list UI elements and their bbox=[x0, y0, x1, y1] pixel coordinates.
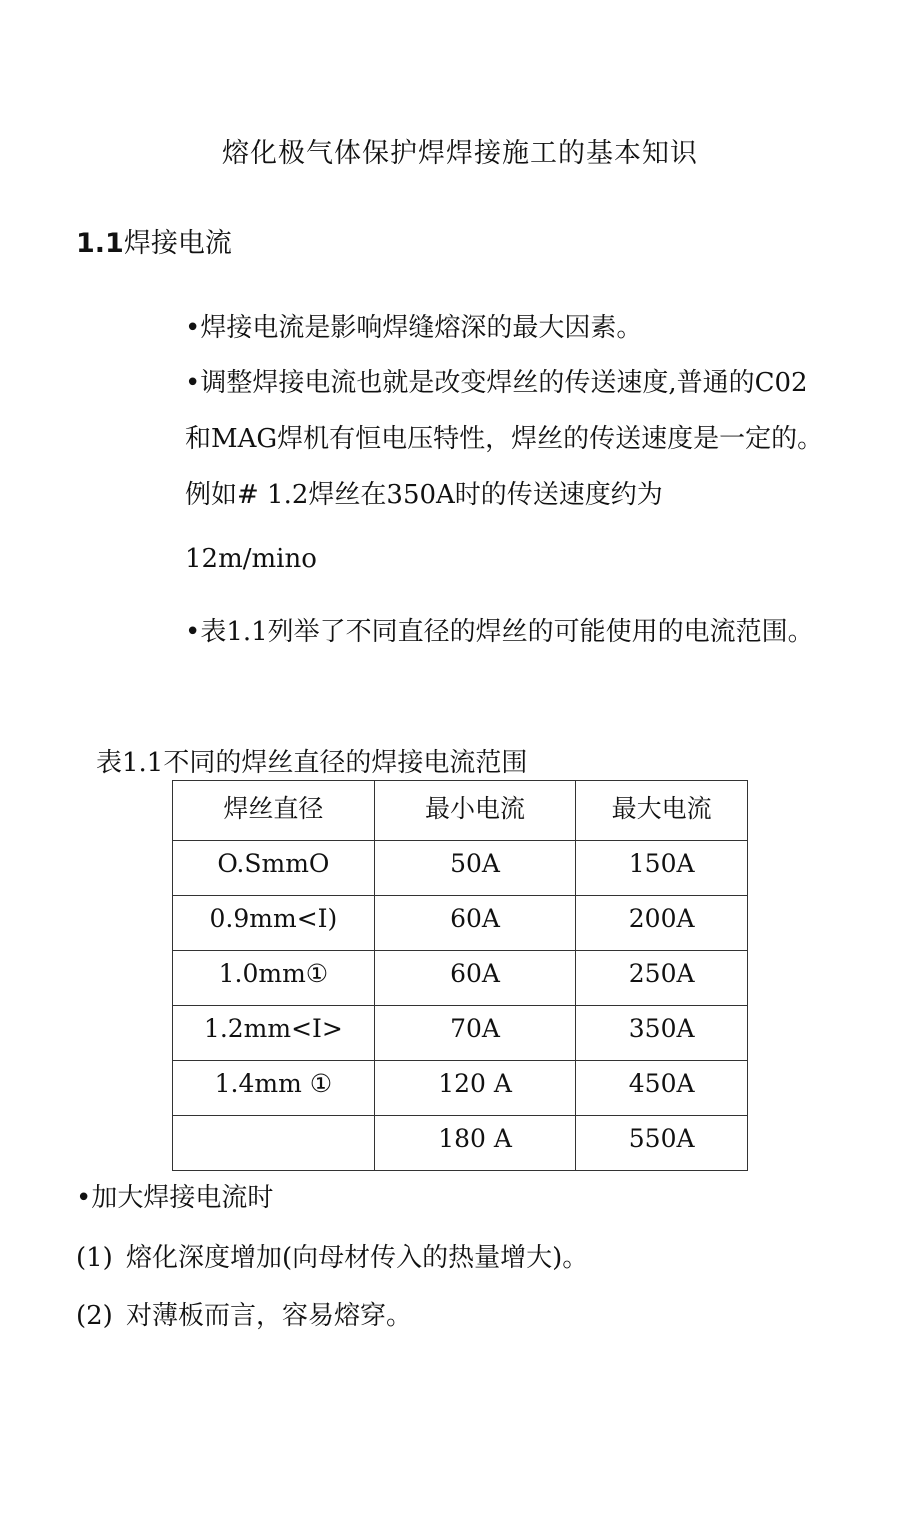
cell-min-current: 60A bbox=[374, 896, 576, 951]
table-caption: 表1.1不同的焊丝直径的焊接电流范围 bbox=[96, 748, 528, 778]
cell-diameter: O.SmmO bbox=[173, 841, 375, 896]
header-min-current: 最小电流 bbox=[374, 781, 576, 841]
table-row bbox=[173, 841, 748, 896]
cell-diameter: 1.0mm① bbox=[173, 951, 375, 1006]
cell-diameter: 1.2mm<I> bbox=[173, 1006, 375, 1061]
table-row bbox=[173, 1061, 748, 1116]
section-number: 1.1 bbox=[76, 228, 124, 259]
document-title: 熔化极气体保护焊焊接施工的基本知识 bbox=[222, 138, 698, 169]
cell-min-current: 50A bbox=[374, 841, 576, 896]
table-header-row bbox=[173, 781, 748, 841]
paragraph-3: •表1.1列举了不同直径的焊丝的可能使用的电流范围。 bbox=[185, 617, 814, 647]
cell-diameter: 1.4mm ① bbox=[173, 1061, 375, 1116]
cell-max-current: 550A bbox=[576, 1116, 748, 1171]
cell-max-current: 250A bbox=[576, 951, 748, 1006]
cell-min-current: 70A bbox=[374, 1006, 576, 1061]
cell-diameter bbox=[173, 1116, 375, 1171]
paragraph-2 bbox=[185, 355, 825, 587]
paragraph-2-body: •调整焊接电流也就是改变焊丝的传送速度,普通的C02和MAG焊机有恒电压特性，焊丝的传送速度是一定的。例如# 1.2焊丝在350A时的传送速度约为 bbox=[185, 368, 824, 510]
list-item-index: (2) bbox=[76, 1301, 113, 1331]
cell-min-current: 60A bbox=[374, 951, 576, 1006]
table-row bbox=[173, 1116, 748, 1171]
list-item-text: 熔化深度增加(向母材传入的热量增大)。 bbox=[126, 1243, 589, 1273]
section-heading bbox=[76, 226, 232, 262]
section-heading-text: 焊接电流 bbox=[123, 228, 232, 259]
current-range-table bbox=[172, 780, 748, 1171]
header-max-current: 最大电流 bbox=[576, 781, 748, 841]
table-row bbox=[173, 951, 748, 1006]
cell-max-current: 150A bbox=[576, 841, 748, 896]
paragraph-2-tail: 12m/mino bbox=[185, 544, 317, 574]
list-item bbox=[76, 1238, 588, 1278]
table-row bbox=[173, 896, 748, 951]
cell-max-current: 450A bbox=[576, 1061, 748, 1116]
paragraph-1: •焊接电流是影响焊缝熔深的最大因素。 bbox=[185, 313, 643, 343]
cell-diameter: 0.9mm<I) bbox=[173, 896, 375, 951]
cell-max-current: 200A bbox=[576, 896, 748, 951]
header-wire-diameter: 焊丝直径 bbox=[173, 781, 375, 841]
increase-current-bullet: •加大焊接电流时 bbox=[76, 1183, 274, 1213]
table-row bbox=[173, 1006, 748, 1061]
list-item-index: (1) bbox=[76, 1243, 113, 1273]
cell-max-current: 350A bbox=[576, 1006, 748, 1061]
cell-min-current: 120 A bbox=[374, 1061, 576, 1116]
list-item-text: 对薄板而言，容易熔穿。 bbox=[126, 1301, 413, 1331]
cell-min-current: 180 A bbox=[374, 1116, 576, 1171]
list-item bbox=[76, 1296, 412, 1336]
